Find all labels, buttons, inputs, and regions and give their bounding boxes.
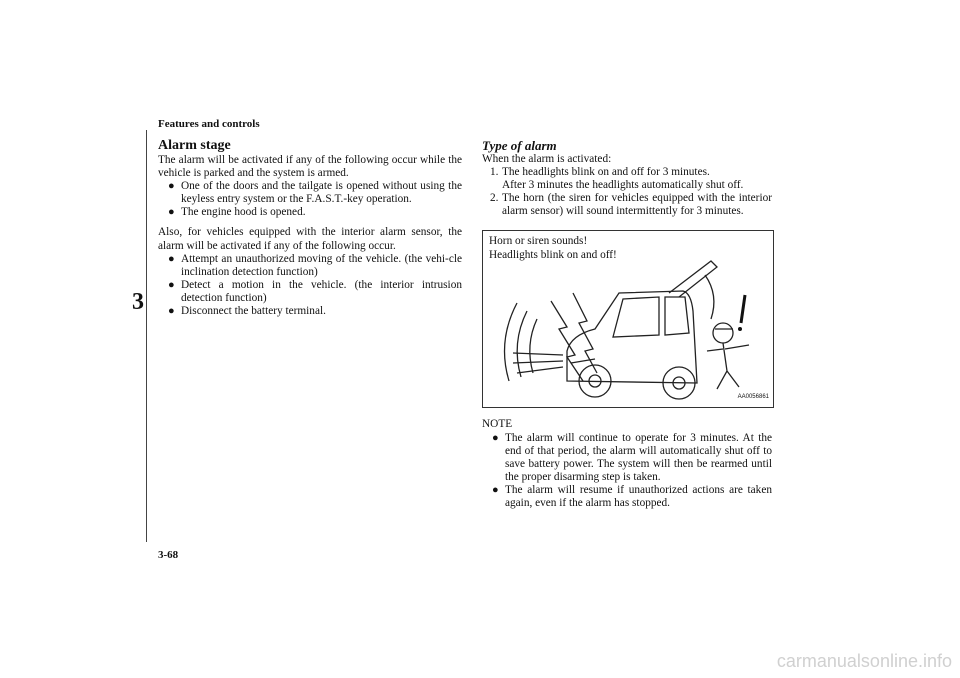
- left-column: [158, 138, 462, 318]
- bullet-icon: ●: [168, 252, 175, 265]
- section-header: Features and controls: [158, 118, 260, 130]
- figure-code: AA0056861: [737, 394, 769, 401]
- sound-wave: [517, 311, 527, 377]
- list-item: [158, 305, 462, 318]
- note-text: The alarm will resume if unauthorized actions are taken again, even if the alarm has stopped.: [505, 483, 772, 510]
- sidebar-divider: [146, 130, 147, 542]
- bullet-icon: ●: [168, 180, 175, 193]
- step-number: 1.: [490, 166, 499, 179]
- alarm-stage-heading: Alarm stage: [158, 138, 231, 153]
- page-number: 3-68: [158, 549, 179, 561]
- note-text: The alarm will continue to operate for 3 minutes. At the end of that period, the alarm will automatically shut off to save battery power. The system will then be rearmed until the proper disarming step is taken.: [505, 431, 772, 483]
- sound-wave: [530, 319, 537, 373]
- note-label: NOTE: [482, 418, 513, 431]
- sound-wave: [505, 303, 518, 381]
- bullet-text: Detect a motion in the vehicle. (the interior intrusion detection function): [181, 278, 462, 304]
- light-beam: [513, 353, 563, 373]
- list-item: [158, 253, 462, 279]
- thief-head: [713, 323, 733, 343]
- bullet-text: Disconnect the battery terminal.: [181, 305, 326, 318]
- bullet-icon: ●: [168, 206, 175, 219]
- step-text: The horn (the siren for vehicles equipped with the interior alarm sensor) will sound intermittently for 3 minutes.: [502, 192, 772, 218]
- caption-line: Horn or siren sounds!: [489, 235, 588, 248]
- interior-sensor-paragraph: Also, for vehicles equipped with the interior alarm sensor, the alarm will be activated if any of the following occur.: [158, 226, 462, 252]
- caption-line: Headlights blink on and off!: [489, 248, 617, 261]
- alarm-stage-intro: The alarm will be activated if any of the following occur while the vehicle is parked and the system is armed.: [158, 154, 462, 180]
- bullet-text: The engine hood is opened.: [181, 206, 306, 219]
- bullet-icon: ●: [492, 431, 499, 444]
- car-window: [665, 297, 689, 335]
- figure-caption: [489, 235, 617, 261]
- type-of-alarm-heading: Type of alarm: [482, 138, 557, 153]
- list-item: [482, 432, 772, 484]
- step-text: [502, 166, 772, 192]
- step-number: 2.: [490, 192, 499, 205]
- list-item: [482, 192, 772, 218]
- right-column: [482, 138, 772, 510]
- thief-arms: [707, 345, 749, 351]
- alarm-illustration: [482, 230, 774, 408]
- bullet-text: Attempt an unauthorized moving of the vehicle. (the vehi-cle inclination detection function): [181, 252, 462, 278]
- list-item: [482, 484, 772, 510]
- step-sub: After 3 minutes the headlights automatically shut off.: [502, 179, 744, 192]
- list-item: [158, 180, 462, 206]
- sound-wave: [705, 275, 714, 319]
- car-window: [613, 297, 659, 337]
- type-of-alarm-intro: When the alarm is activated:: [482, 153, 612, 165]
- watermark: carmanualsonline.info: [776, 651, 952, 671]
- exclamation-icon: [741, 295, 745, 323]
- step-main: The headlights blink on and off for 3 minutes.: [502, 166, 710, 179]
- list-item: [158, 279, 462, 305]
- list-item: [482, 166, 772, 192]
- bullet-icon: ●: [168, 278, 175, 291]
- chapter-number: 3: [132, 289, 144, 315]
- bullet-text: One of the doors and the tailgate is opened without using the keyless entry system or the F.A.S.T.-key operation.: [181, 180, 462, 206]
- list-item: [158, 206, 462, 219]
- bullet-icon: ●: [492, 483, 499, 496]
- bullet-icon: ●: [168, 305, 175, 318]
